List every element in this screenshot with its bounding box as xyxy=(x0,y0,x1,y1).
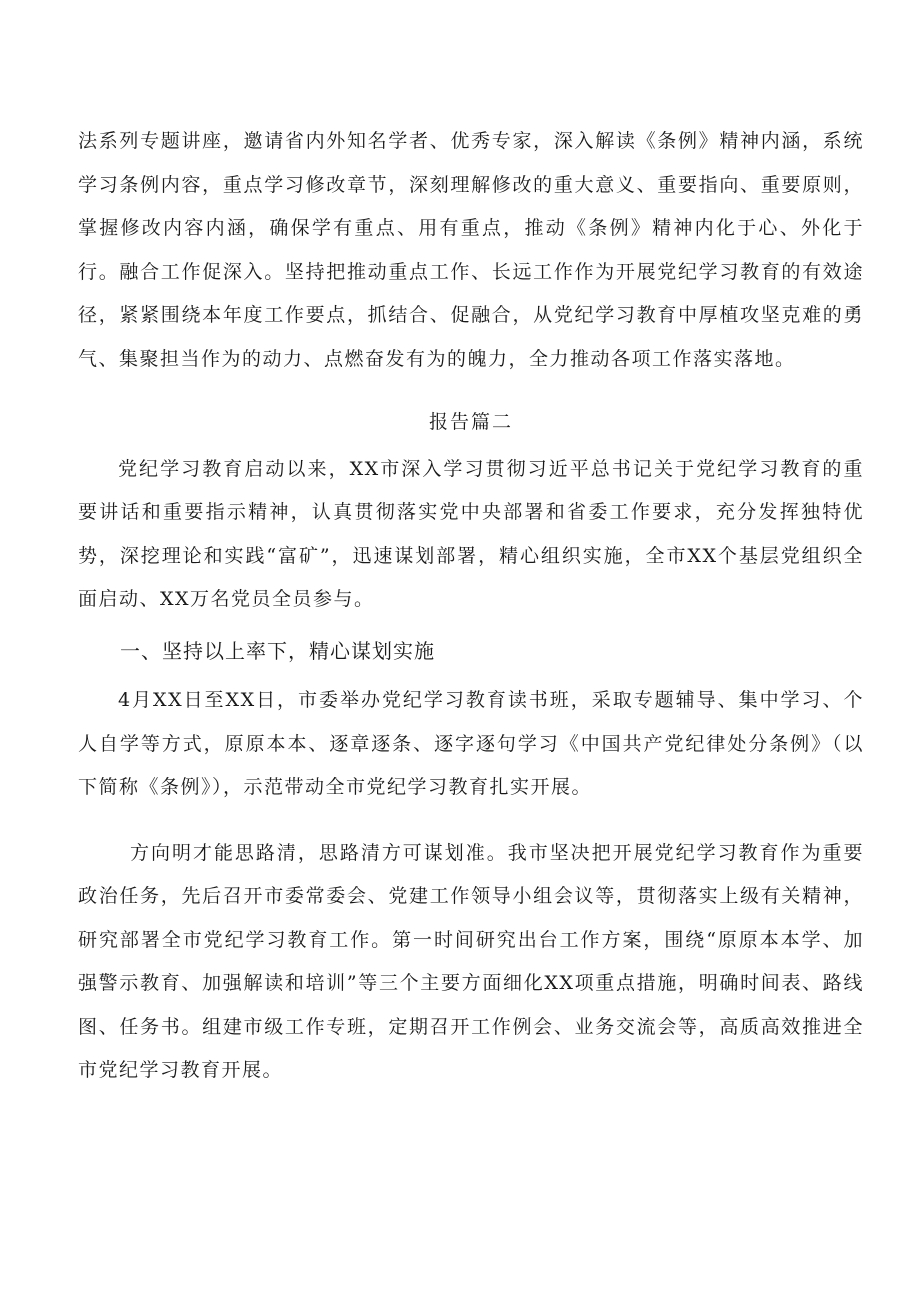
paragraph-two: 4月XX日至XX日，市委举办党纪学习教育读书班，采取专题辅导、集中学习、个人自学等方式，原原本本、逐章逐条、逐字逐句学习《中国共产党纪律处分条例》（以下简称《条例》），示范带动全市党纪学习教育扎实开展。 xyxy=(78,689,864,798)
paragraph-three: 方向明才能思路清，思路清方可谋划准。我市坚决把开展党纪学习教育作为重要政治任务，先后召开市委常委会、党建工作领导小组会议等，贯彻落实上级有关精神，研究部署全市党纪学习教育工作。第一时间研究出台工作方案，围绕“原原本本学、加强警示教育、加强解读和培训”等三个主要方面细化XX项重点措施，明确时间表、路线图、任务书。组建市级工作专班，定期召开工作例会、业务交流会等，高质高效推进全市党纪学习教育开展。 xyxy=(78,841,864,1081)
spacer xyxy=(78,810,864,832)
intro-paragraph: 党纪学习教育启动以来，XX市深入学习贯彻习近平总书记关于党纪学习教育的重要讲话和重要指示精神，认真贯彻落实党中央部署和省委工作要求，充分发挥独特优势，深挖理论和实践“富矿”，迅速谋划部署，精心组织实施，全市XX个基层党组织全面启动、XX万名党员全员参与。 xyxy=(78,457,864,610)
heading-one: 一、坚持以上率下，精心谋划实施 xyxy=(120,638,435,663)
document-page xyxy=(78,120,864,1093)
section-title: 报告篇二 xyxy=(428,411,513,433)
paragraph-continuation: 法系列专题讲座，邀请省内外知名学者、优秀专家，深入解读《条例》精神内涵，系统学习条例内容，重点学习修改章节，深刻理解修改的重大意义、重要指向、重要原则，掌握修改内容内涵，确保学有重点、用有重点，推动《条例》精神内化于心、外化于行。融合工作促深入。坚持把推动重点工作、长远工作作为开展党纪学习教育的有效途径，紧紧围绕本年度工作要点，抓结合、促融合，从党纪学习教育中厚植攻坚克难的勇气、集聚担当作为的动力、点燃奋发有为的魄力，全力推动各项工作落实落地。 xyxy=(78,130,864,370)
